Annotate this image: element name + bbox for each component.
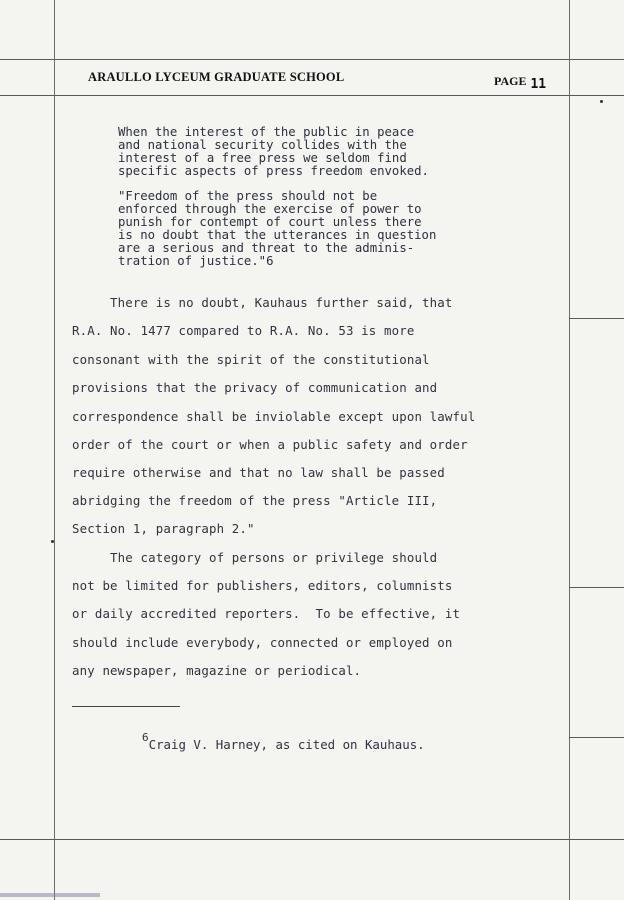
bottom-rule <box>0 839 624 840</box>
body-line: Section 1, paragraph 2." <box>72 521 255 536</box>
body-line: require otherwise and that no law shall be passed <box>72 465 445 480</box>
block-quote-2 <box>118 190 518 268</box>
right-margin-line <box>569 0 570 900</box>
body-line: not be limited for publishers, editors, columnists <box>72 578 453 593</box>
body-line: should include everybody, connected or employed on <box>72 635 453 650</box>
page-number-value: 11 <box>530 77 547 92</box>
body-line: R.A. No. 1477 compared to R.A. No. 53 is more <box>72 323 415 338</box>
footnote-text: Craig V. Harney, as cited on Kauhaus. <box>148 737 425 753</box>
right-margin-tick-1 <box>569 318 624 319</box>
margin-dot <box>51 540 54 543</box>
body-line: any newspaper, magazine or periodical. <box>72 663 362 678</box>
quote-line: are a serious and threat to the adminis- <box>118 241 415 255</box>
body-line: The category of persons or privilege should <box>72 550 438 565</box>
right-margin-tick-3 <box>569 737 624 738</box>
footnote-marker: 6 <box>142 731 149 744</box>
quote-line: and national security collides with the <box>118 138 407 152</box>
body-line: correspondence shall be inviolable except upon lawful <box>72 409 476 424</box>
top-rule <box>0 59 624 60</box>
quote-line: "Freedom of the press should not be <box>118 189 378 203</box>
right-margin-tick-2 <box>569 587 624 588</box>
block-quote-1 <box>118 126 518 178</box>
margin-dot <box>600 100 603 103</box>
quote-line: punish for contempt of court unless there <box>118 215 422 229</box>
quote-line: tration of justice."6 <box>118 254 274 268</box>
body-line: consonant with the spirit of the constitutional <box>72 352 430 367</box>
page-number <box>494 74 547 92</box>
body-line: or daily accredited reporters. To be effective, it <box>72 606 461 621</box>
quote-line: is no doubt that the utterances in question <box>118 228 437 242</box>
body-line: provisions that the privacy of communication and <box>72 380 438 395</box>
scan-edge-strip <box>0 893 100 897</box>
quote-line: enforced through the exercise of power to <box>118 202 422 216</box>
footnote-rule <box>72 706 180 707</box>
header-rule <box>0 95 624 96</box>
footnote <box>142 731 425 753</box>
school-header: ARAULLO LYCEUM GRADUATE SCHOOL <box>88 70 345 84</box>
left-margin-line <box>54 0 55 900</box>
quote-line: interest of a free press we seldom find <box>118 151 407 165</box>
quote-line: When the interest of the public in peace <box>118 125 415 139</box>
page-label: PAGE <box>494 74 527 88</box>
body-line: order of the court or when a public safety and order <box>72 437 468 452</box>
quote-line: specific aspects of press freedom envoked. <box>118 164 429 178</box>
body-line: There is no doubt, Kauhaus further said, that <box>72 295 453 310</box>
body-line: abridging the freedom of the press "Article III, <box>72 493 438 508</box>
